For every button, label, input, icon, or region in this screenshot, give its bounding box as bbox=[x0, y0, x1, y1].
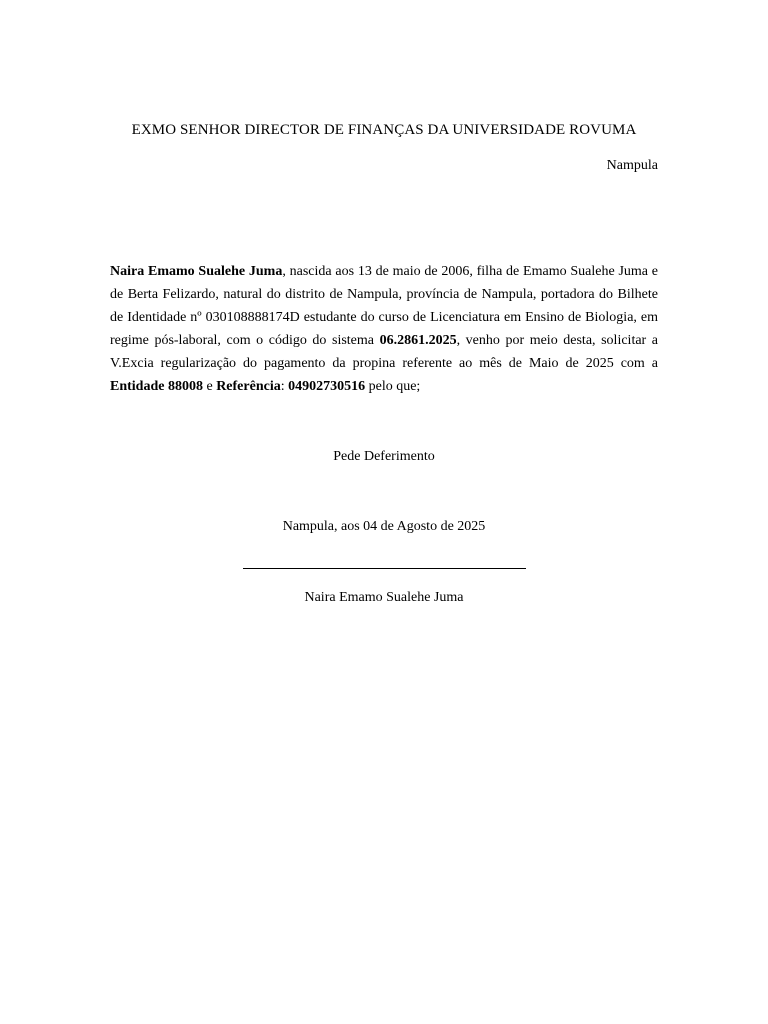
reference-label: Referência bbox=[216, 379, 281, 394]
body-text-2: , venho por meio desta, solicitar a V.Excia regularização do pagamento da propina referente ao mês de Maio de 2025 com a bbox=[110, 333, 658, 371]
letter-heading: EXMO SENHOR DIRECTOR DE FINANÇAS DA UNIVERSIDADE ROVUMA bbox=[131, 122, 637, 138]
body-text-4: : bbox=[280, 379, 289, 394]
closing-phrase: Pede Deferimento bbox=[333, 449, 435, 464]
signature-line bbox=[243, 568, 526, 569]
applicant-name: Naira Emamo Sualehe Juma bbox=[110, 264, 283, 279]
letter-city: Nampula bbox=[606, 158, 658, 173]
entity-label: Entidade 88008 bbox=[110, 379, 203, 394]
letter-body bbox=[110, 260, 658, 398]
date-line: Nampula, aos 04 de Agosto de 2025 bbox=[282, 519, 486, 534]
body-text-5: pelo que; bbox=[365, 379, 421, 394]
system-code: 06.2861.2025 bbox=[379, 333, 457, 348]
reference-number: 04902730516 bbox=[288, 379, 366, 394]
signer-name: Naira Emamo Sualehe Juma bbox=[304, 590, 464, 605]
body-text-3: e bbox=[202, 379, 217, 394]
body-text-1: , nascida aos 13 de maio de 2006, filha de Emamo Sualehe Juma e de Berta Felizardo, natural do distrito de Nampula, província de Nampula, portadora do Bilhete de Identidade nº 030108888174D estudante do curso de Licenciatura em Ensino de Biologia, em regime pós-laboral, com o código do sistema bbox=[110, 264, 659, 348]
